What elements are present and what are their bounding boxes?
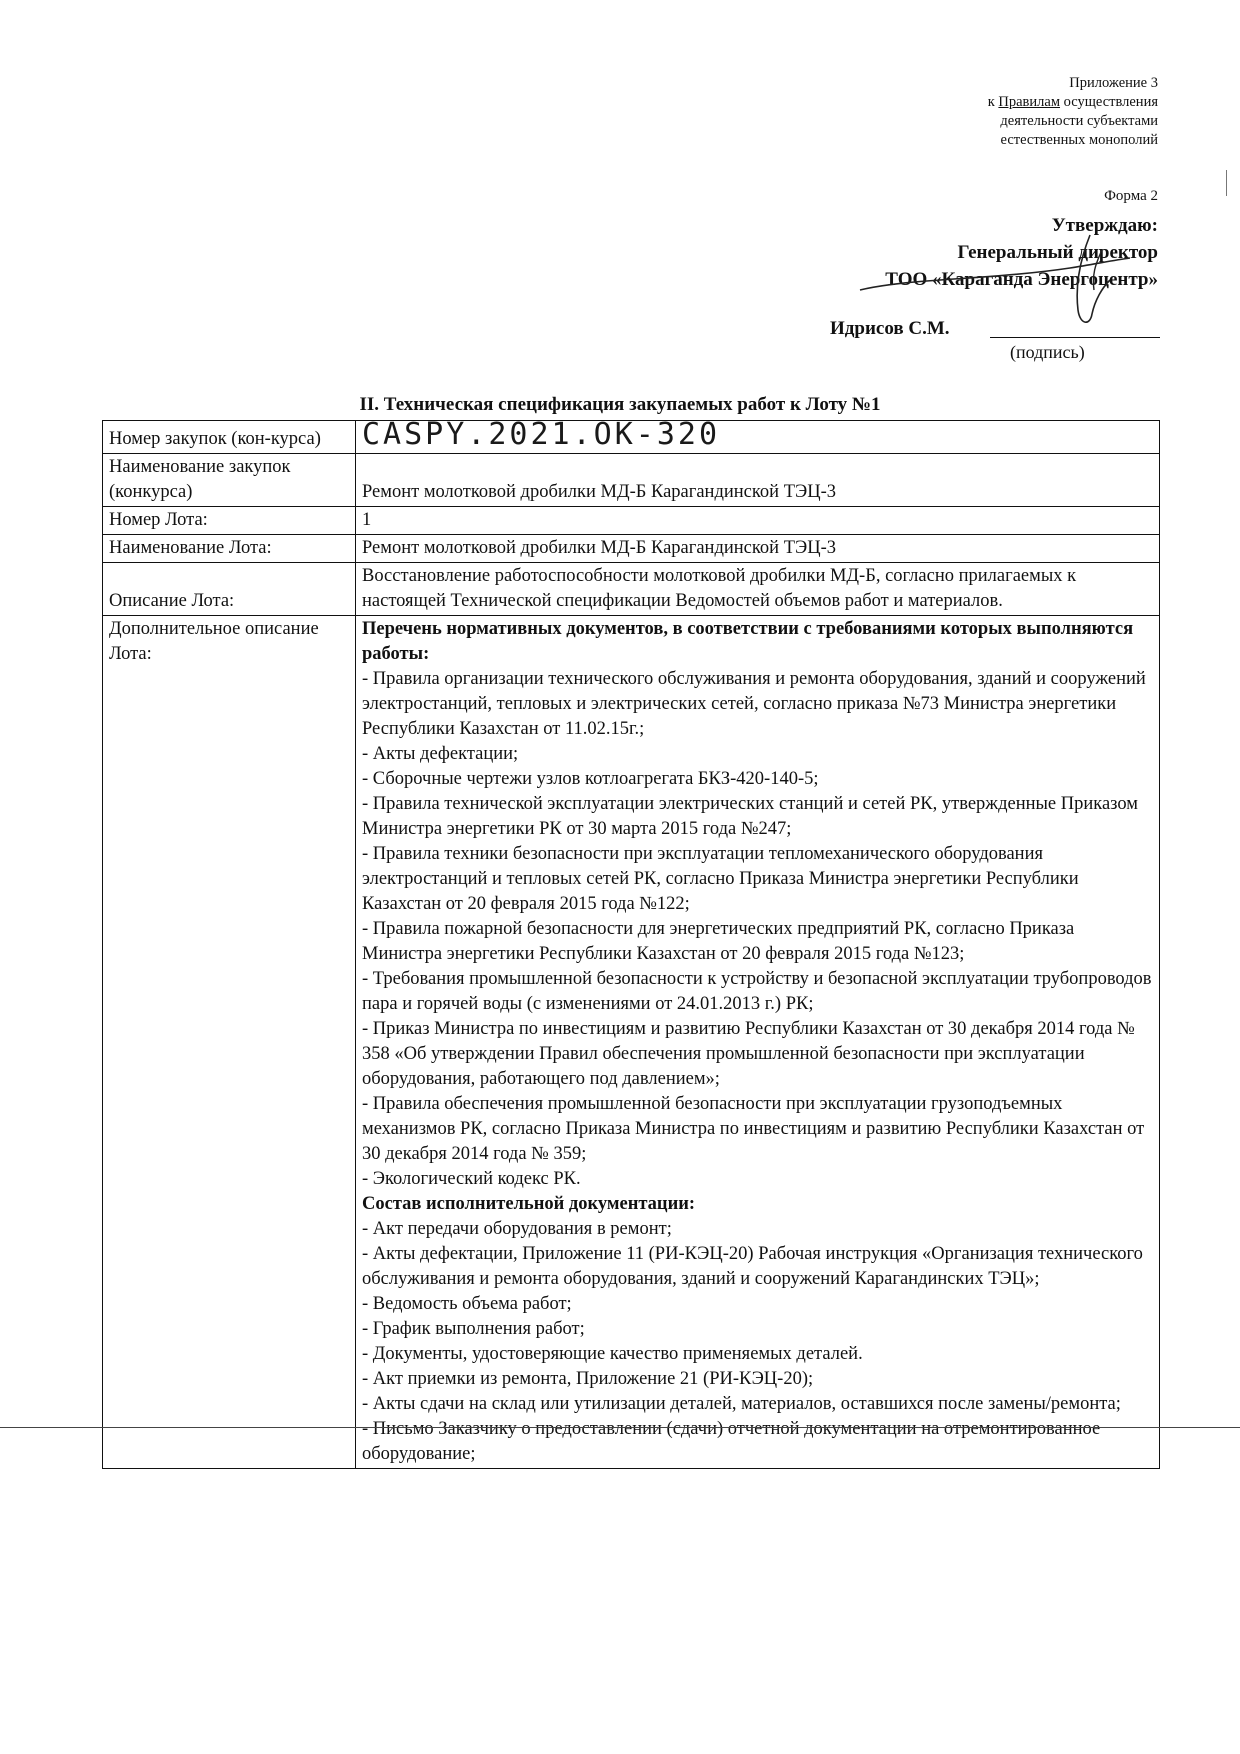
table-row — [103, 616, 1160, 1469]
normative-docs-item: - Требования промышленной безопасности к устройству и безопасной эксплуатации трубопроводов пара и горячей воды (с изменениями от 24.01.2013 г.) РК; — [362, 969, 1152, 1014]
specification-table — [102, 417, 1160, 1469]
table-row — [103, 563, 1160, 616]
executive-docs-item: - Акт приемки из ремонта, Приложение 21 (РИ-КЭЦ-20); — [362, 1369, 814, 1389]
extra-description-label: Дополнительное описание Лота: — [103, 616, 356, 1469]
normative-docs-item: - Акты дефектации; — [362, 744, 519, 764]
table-row — [103, 421, 1160, 454]
appendix-line-2-prefix: к — [987, 94, 999, 110]
appendix-line-2 — [988, 93, 1158, 112]
signature-caption: (подпись) — [1010, 342, 1085, 362]
executive-docs-item: - Акты дефектации, Приложение 11 (РИ-КЭЦ-20) Рабочая инструкция «Организация технического обслуживания и ремонта оборудования, зданий и сооружений Карагандинских ТЭЦ»; — [362, 1244, 1143, 1289]
normative-docs-item: - Правила обеспечения промышленной безопасности при эксплуатации грузоподъемных механизмов РК, согласно Приказа Министра по инвестициям и развитию Республики Казахстан от 30 декабря 2014 года № 359; — [362, 1094, 1145, 1164]
lot-description-value: Восстановление работоспособности молотковой дробилки МД-Б, согласно прилагаемых к настоящей Технической спецификации Ведомостей объемов работ и материалов. — [356, 563, 1160, 616]
normative-docs-item: - Сборочные чертежи узлов котлоагрегата БКЗ-420-140-5; — [362, 769, 819, 789]
scan-edge-mark — [1226, 170, 1227, 196]
lot-description-label: Описание Лота: — [103, 563, 356, 616]
table-row — [103, 535, 1160, 563]
executive-docs-item: - Акт передачи оборудования в ремонт; — [362, 1219, 672, 1239]
normative-docs-heading: Перечень нормативных документов, в соответствии с требованиями которых выполняются работы: — [362, 619, 1134, 664]
appendix-line-3: деятельности субъектами — [1000, 113, 1158, 129]
appendix-line-1: Приложение 3 — [1069, 75, 1158, 91]
appendix-line-2-suffix: осуществления — [1060, 94, 1158, 110]
normative-docs-item: - Приказ Министра по инвестициям и развитию Республики Казахстан от 30 декабря 2014 года № 358 «Об утверждении Правил обеспечения промышленной безопасности при эксплуатации оборудования, работающего под давлением»; — [362, 1019, 1135, 1089]
purchase-number-value — [356, 417, 1160, 454]
lot-name-label: Наименование Лота: — [103, 535, 356, 563]
extra-description-value — [356, 616, 1160, 1469]
normative-docs-item: - Правила техники безопасности при эксплуатации тепломеханического оборудования электростанций и тепловых сетей РК, согласно Приказа Министра энергетики Республики Казахстан от 20 февраля 2015 года №122; — [362, 844, 1079, 914]
normative-docs-item: - Правила технической эксплуатации электрических станций и сетей РК, утвержденные Приказом Министра энергетики РК от 30 марта 2015 года №247; — [362, 794, 1138, 839]
executive-docs-item: - Письмо Заказчику о предоставлении (сдачи) отчетной документации на отремонтированное оборудование; — [362, 1419, 1101, 1464]
purchase-number-label: Номер закупок (кон-курса) — [103, 421, 356, 454]
approver-name: Идрисов С.М. — [830, 318, 950, 339]
table-row — [103, 507, 1160, 535]
approver-organization: ТОО «Караганда Энергоцентр» — [885, 269, 1158, 290]
normative-docs-item: - Правила пожарной безопасности для энергетических предприятий РК, согласно Приказа Министра энергетики Республики Казахстан от 20 февраля 2015 года №123; — [362, 919, 1075, 964]
executive-docs-item: - График выполнения работ; — [362, 1319, 585, 1339]
approve-label: Утверждаю: — [1051, 215, 1158, 236]
table-row — [103, 454, 1160, 507]
purchase-name-label: Наименование закупок (конкурса) — [103, 454, 356, 507]
form-number: Форма 2 — [1104, 188, 1158, 204]
normative-docs-item: - Экологический кодекс РК. — [362, 1169, 581, 1189]
lot-name-value: Ремонт молотковой дробилки МД-Б Карагандинской ТЭЦ-3 — [356, 535, 1160, 563]
normative-docs-item: - Правила организации технического обслуживания и ремонта оборудования, зданий и сооружений электростанций, тепловых и электрических сетей, согласно приказа №73 Министра энергетики Республики Казахстан от 11.02.15г.; — [362, 669, 1146, 739]
executive-docs-heading: Состав исполнительной документации: — [362, 1194, 696, 1214]
purchase-number-handwritten: CASPY.2021.OK-320 — [362, 417, 721, 452]
lot-number-value: 1 — [356, 507, 1160, 535]
document-title: II. Техническая спецификация закупаемых работ к Лоту №1 — [359, 394, 881, 415]
executive-docs-item: - Документы, удостоверяющие качество применяемых деталей. — [362, 1344, 863, 1364]
signature-line — [990, 337, 1160, 338]
executive-docs-item: - Ведомость объема работ; — [362, 1294, 572, 1314]
rules-link[interactable]: Правилам — [998, 94, 1061, 110]
lot-number-label: Номер Лота: — [103, 507, 356, 535]
purchase-name-value: Ремонт молотковой дробилки МД-Б Карагандинской ТЭЦ-3 — [356, 454, 1160, 507]
approver-position: Генеральный директор — [957, 242, 1158, 263]
appendix-line-4: естественных монополий — [1000, 132, 1158, 148]
appendix-header — [988, 74, 1158, 150]
scan-crease-line — [0, 1427, 1240, 1428]
executive-docs-item: - Акты сдачи на склад или утилизации деталей, материалов, оставшихся после замены/ремонта; — [362, 1394, 1121, 1414]
